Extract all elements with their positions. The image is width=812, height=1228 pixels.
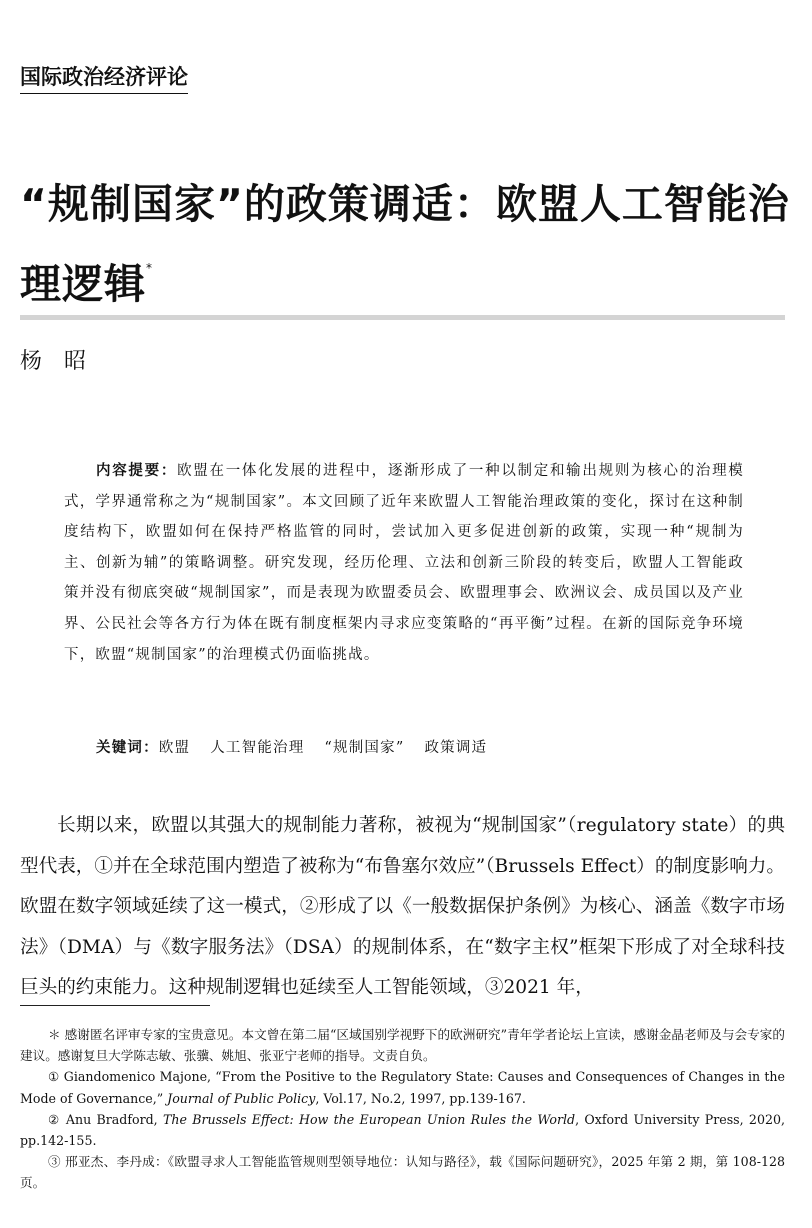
title-footnote-mark: * [146, 261, 153, 275]
footnote-star: ＊ 感谢匿名评审专家的宝贵意见。本文曾在第二届“区域国别学视野下的欧洲研究”青年学者论坛上宣读，感谢金晶老师及与会专家的建议。感谢复旦大学陈志敏、张骥、姚旭、张亚宁老师的指导。文责自负。 [20, 1027, 785, 1064]
keyword: 政策调适 [424, 740, 488, 756]
footnote-3: ③ 邢亚杰、李丹成：《欧盟寻求人工智能监管规则型领导地位：认知与路径》，载《国际问题研究》，2025 年第 2 期，第 108-128 页。 [20, 1154, 785, 1191]
footnote-2 [20, 1109, 785, 1151]
abstract-text: 欧盟在一体化发展的进程中，逐渐形成了一种以制定和输出规则为核心的治理模式，学界通常称之为“规制国家”。本文回顾了近年来欧盟人工智能治理政策的变化，探讨在这种制度结构下，欧盟如何在保持严格监管的同时，尝试加入更多促进创新的政策，实现一种“规制为主、创新为辅”的策略调整。研究发现，经历伦理、立法和创新三阶段的转变后，欧盟人工智能政策并没有彻底突破“规制国家”，而是表现为欧盟委员会、欧盟理事会、欧洲议会、成员国以及产业界、公民社会等各方行为体在既有制度框架内寻求应变策略的“再平衡”过程。在新的国际竞争环境下，欧盟“规制国家”的治理模式仍面临挑战。 [64, 463, 745, 663]
title-divider [20, 315, 785, 320]
footnote-2-details: , Oxford University Press, 2020, pp.142-155. [20, 1111, 785, 1149]
footnote-1 [20, 1066, 785, 1108]
article-title [20, 172, 800, 316]
keyword: 欧盟 [158, 740, 191, 756]
abstract [64, 456, 744, 670]
footnote-1-details: , Vol.17, No.2, 1997, pp.139-167. [315, 1090, 526, 1106]
footnote-1-journal: Journal of Public Policy [167, 1090, 316, 1106]
keyword: 人工智能治理 [210, 740, 305, 756]
footnotes [20, 1024, 785, 1194]
footnote-1-text: ① Giandomenico Majone, “From the Positive to the Regulatory State: Causes and Consequences of Changes in the Mode of Governance,” [20, 1069, 785, 1106]
keywords-label: 关键词： [96, 740, 159, 756]
author-name: 杨昭 [20, 349, 109, 374]
abstract-label: 内容提要： [96, 463, 178, 479]
keywords [96, 735, 746, 761]
body-paragraph: 长期以来，欧盟以其强大的规制能力著称，被视为“规制国家”（regulatory state）的典型代表，①并在全球范围内塑造了被称为“布鲁塞尔效应”（Brussels Effect）的制度影响力。欧盟在数字领域延续了这一模式，②形成了以《一般数据保护条例》为核心、涵盖《数字市场法》（DMA）与《数字服务法》（DSA）的规制体系，在“数字主权”框架下形成了对全球科技巨头的约束能力。这种规制逻辑也延续至人工智能领域，③2021 年， [20, 815, 785, 998]
article-title-text: “规制国家”的政策调适：欧盟人工智能治理逻辑 [20, 180, 790, 308]
journal-name: 国际政治经济评论 [20, 64, 188, 94]
footnote-2-book: The Brussels Effect: How the European Union Rules the World [162, 1111, 576, 1127]
keyword: “规制国家” [324, 740, 405, 756]
footnote-divider [20, 1005, 210, 1006]
footnote-2-text: ② Anu Bradford, [48, 1111, 163, 1127]
